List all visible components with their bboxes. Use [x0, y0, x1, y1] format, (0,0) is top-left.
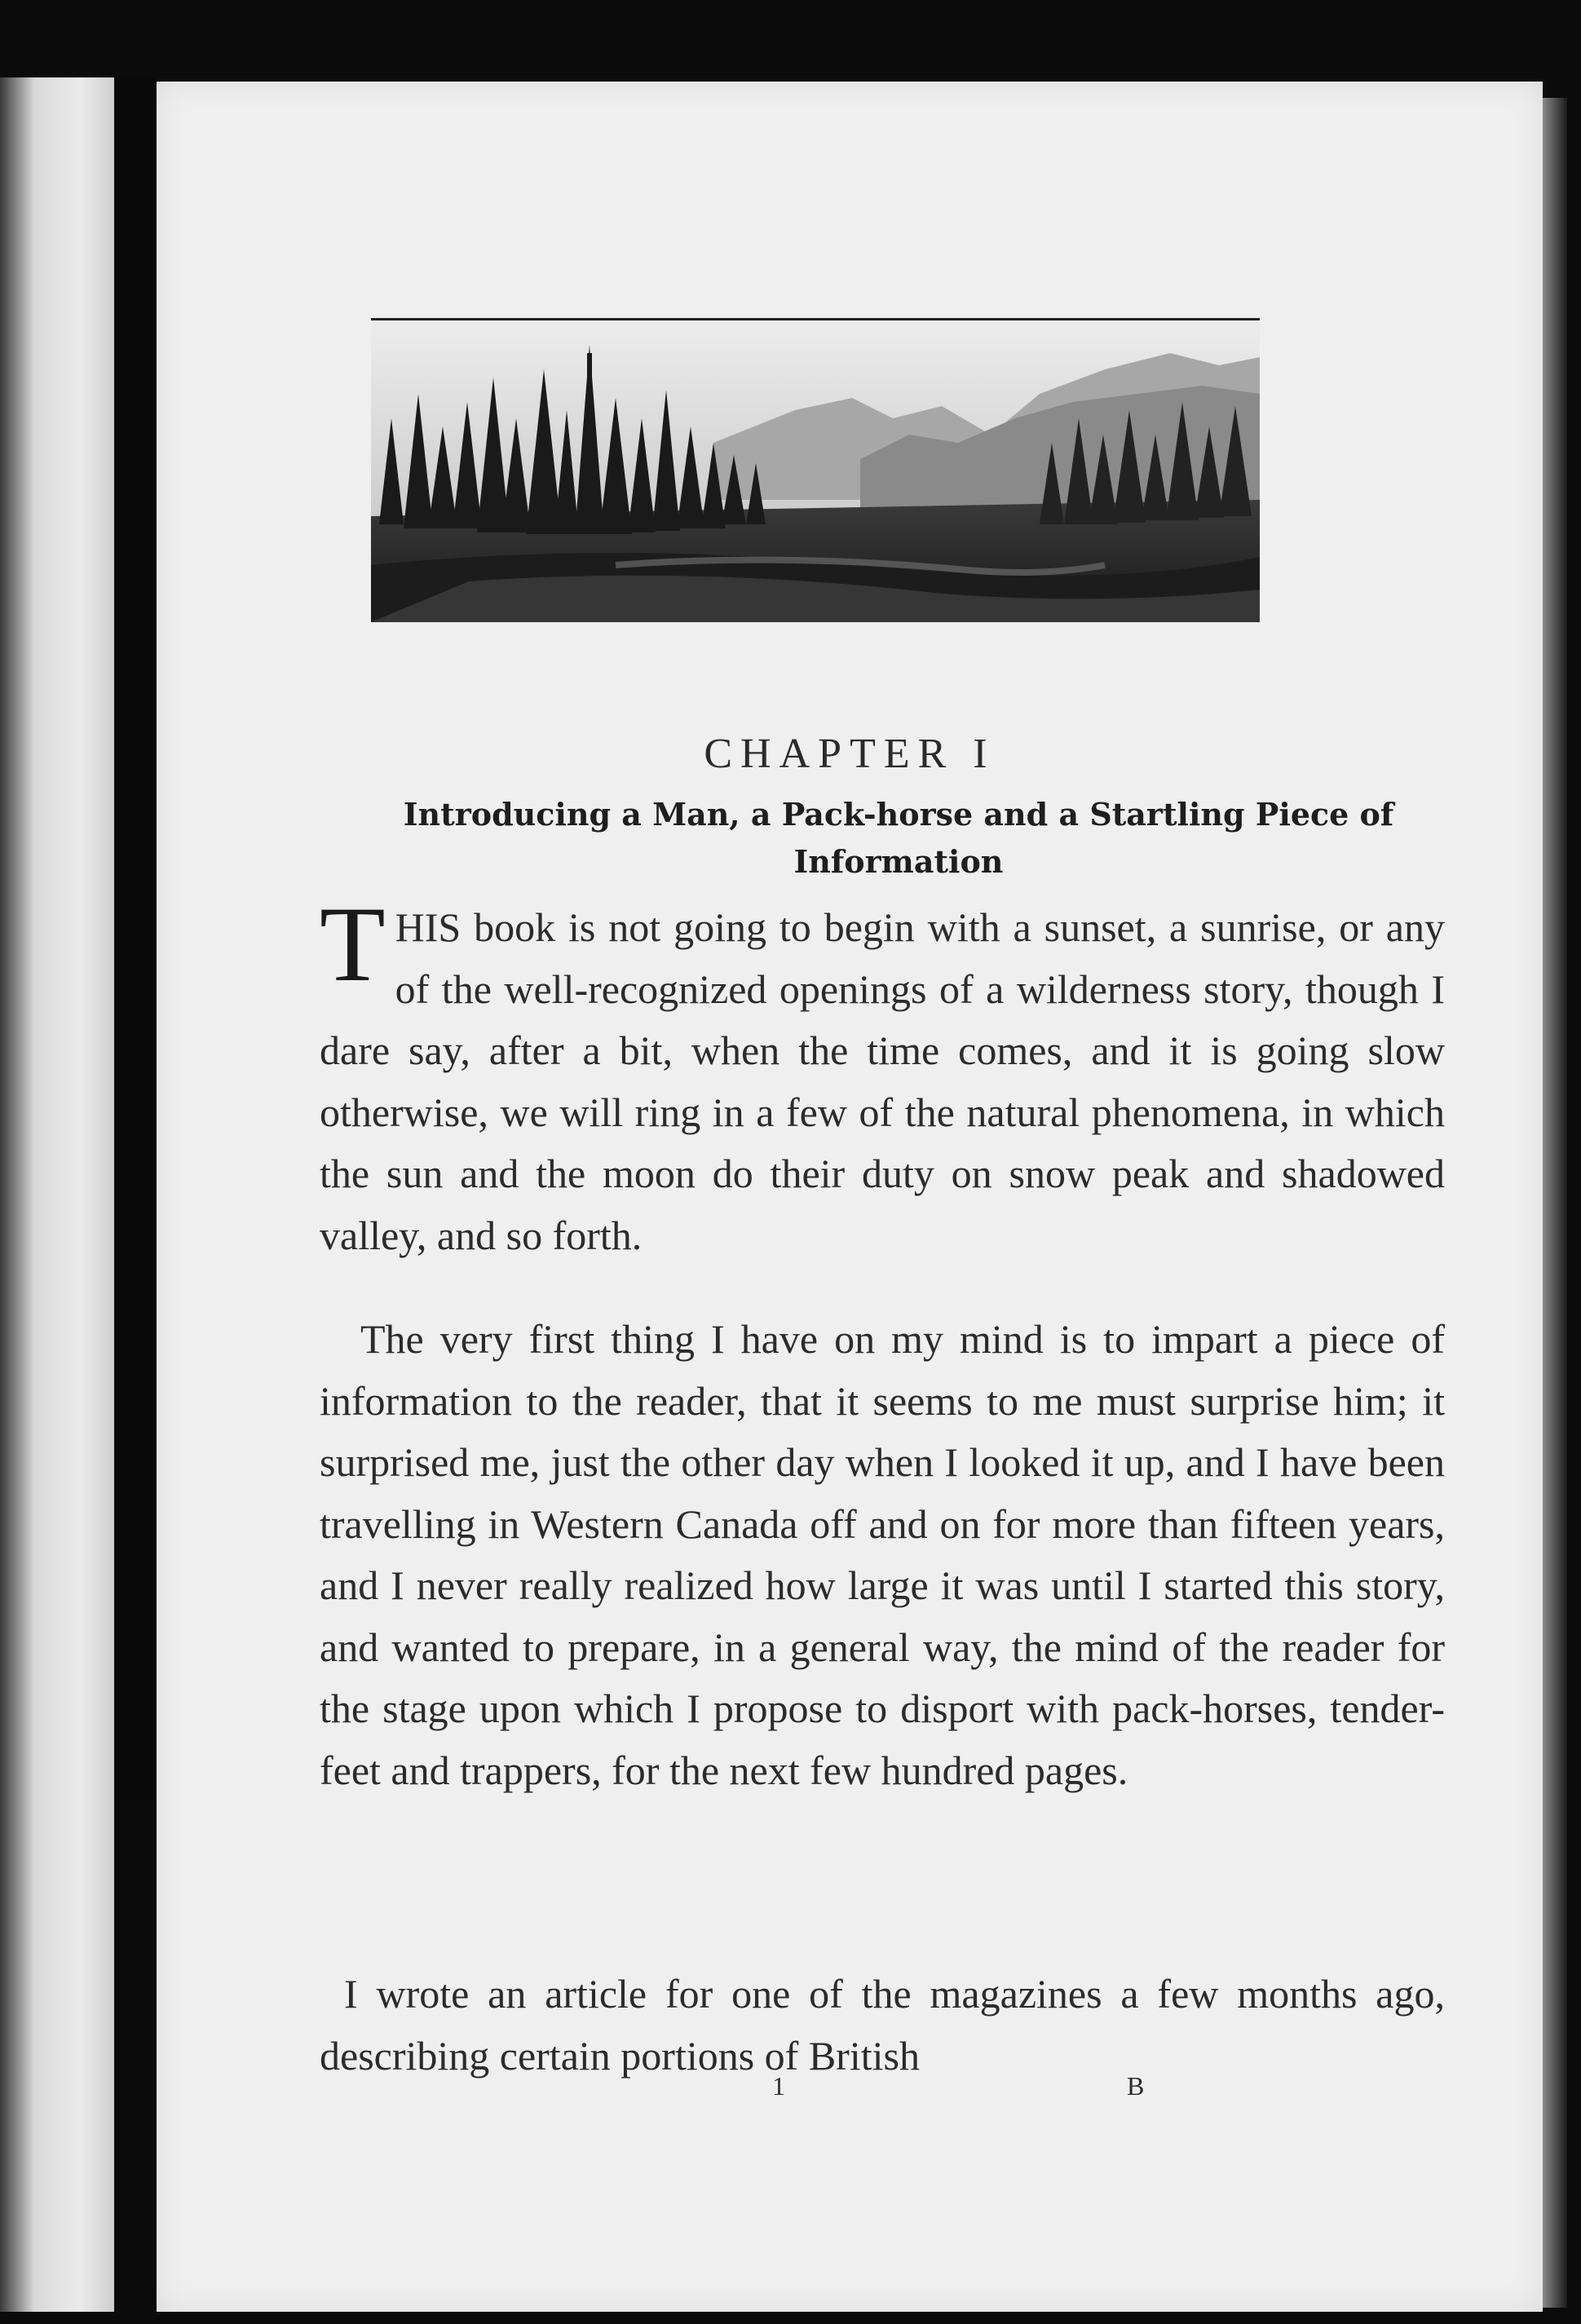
- paragraph-3: I wrote an article for one of the magazines a few months ago, describing certain portions of British: [320, 1971, 1445, 2079]
- book-page: [157, 82, 1543, 2312]
- chapter-subtitle: Introducing a Man, a Pack-horse and a Startling Piece of Information: [403, 796, 1394, 880]
- chapter-heading: CHAPTER I: [704, 731, 996, 777]
- facing-page-edge: [0, 77, 114, 2312]
- paragraph-2: The very first thing I have on my mind is to impart a piece of information to the reader, that it seems to me must surprise him; it surprised me, just the other day when I looked it up, and I have been travelling in Western Canada off and on for more than fifteen years, and I never really realized how large it was until I started this story, and wanted to prepare, in a general way, the mind of the reader for the stage upon which I propose to disport with pack-horses, tender-feet and trappers, for the next few hundred pages.: [320, 1316, 1445, 1793]
- page-number: 1: [772, 2071, 785, 2101]
- paragraph-1: [320, 884, 1445, 1266]
- landscape-illustration: [371, 318, 1260, 622]
- page-edge-shadow: [1543, 98, 1567, 2308]
- paragraph-1-text: HIS book is not going to begin with a sunset, a sunrise, or any of the well-recognized openings of a wilderness story, though I dare say, after a bit, when the time comes, and it is going slow otherwise, we will ring in a few of the natural phenomena, in which the sun and the moon do their duty on snow peak and shadowed valley, and so forth.: [320, 904, 1445, 1258]
- mountain-forest-image: [371, 320, 1260, 622]
- signature-mark: B: [1127, 2071, 1145, 2101]
- book-binding: [114, 77, 157, 1798]
- drop-cap: T: [320, 884, 386, 1004]
